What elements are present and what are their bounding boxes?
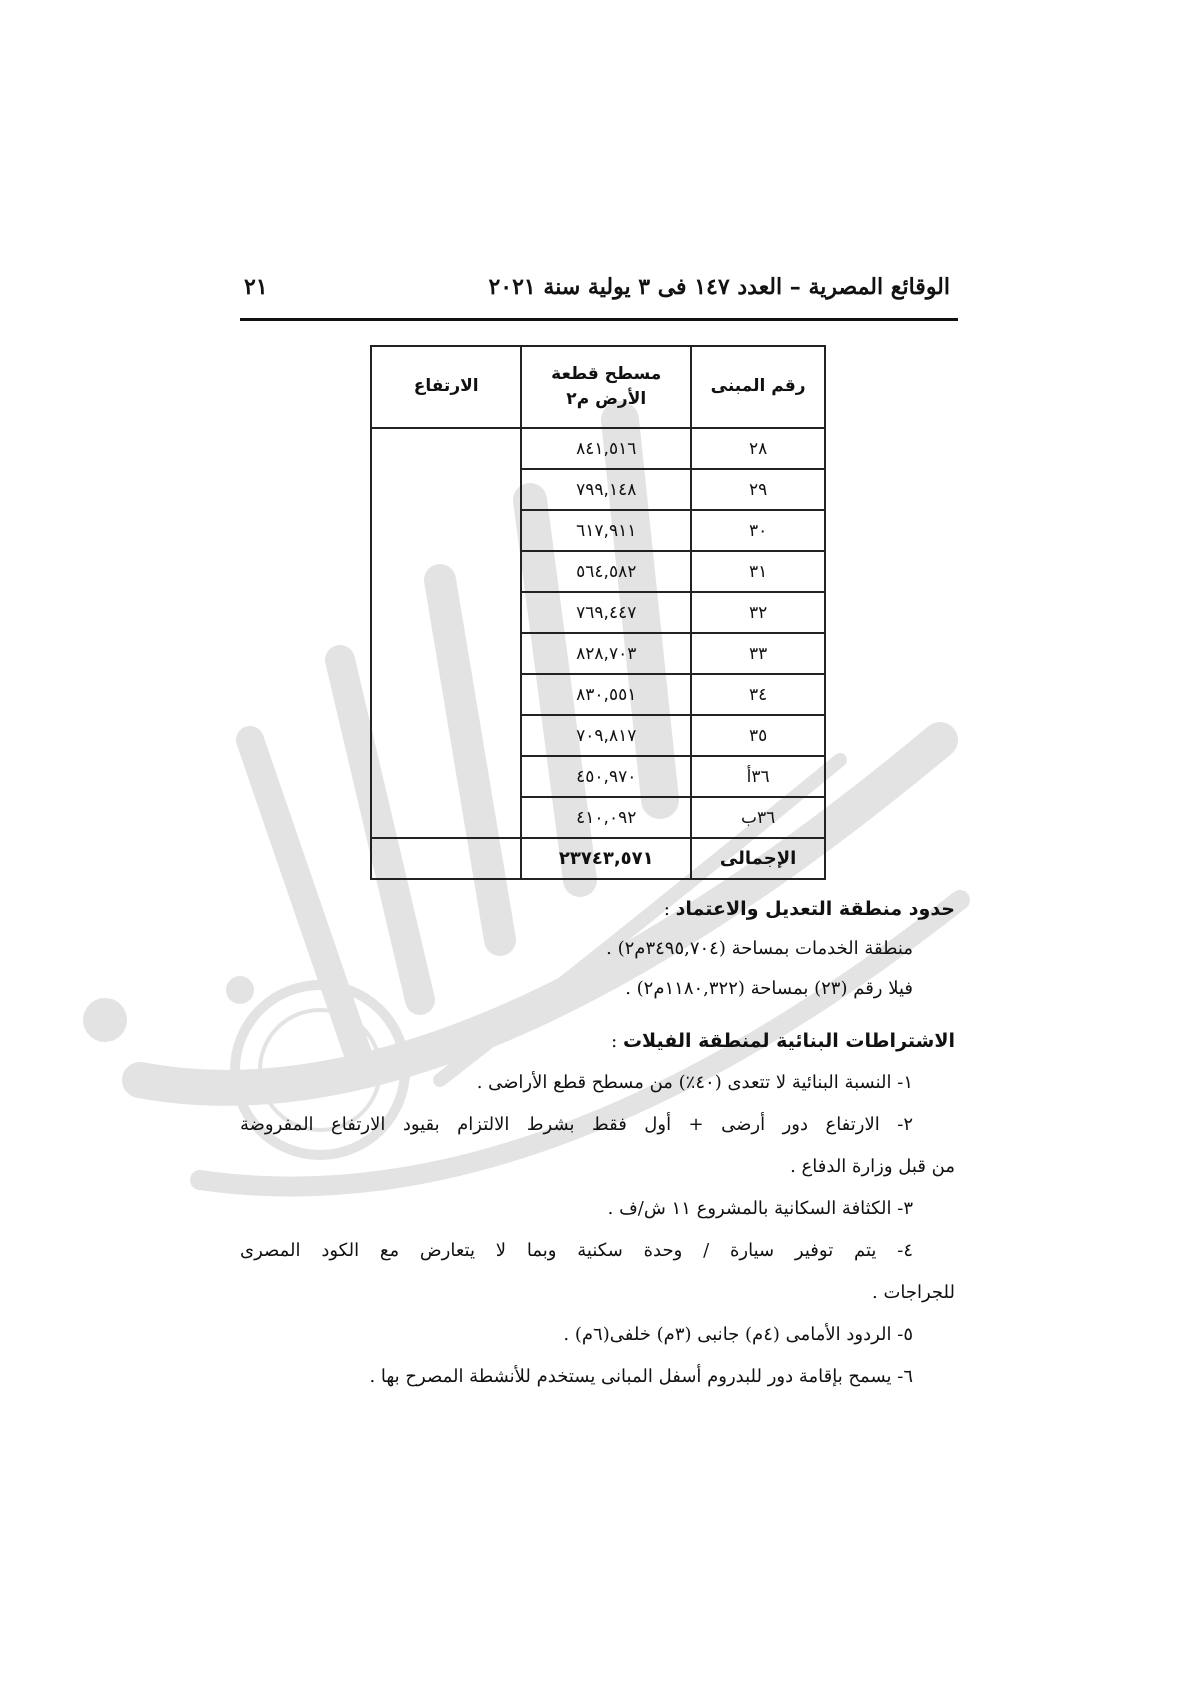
building-number-cell: ٣٦ب xyxy=(691,797,825,838)
building-number-cell: ٣٢ xyxy=(691,592,825,633)
requirement-item-1: ١- النسبة البنائية لا تتعدى (٤٠٪) من مسطح قطع الأراضى . xyxy=(476,1072,913,1093)
building-number-cell: ٣٤ xyxy=(691,674,825,715)
land-area-cell: ٧٠٩,٨١٧ xyxy=(521,715,691,756)
building-number-cell: ٣٥ xyxy=(691,715,825,756)
total-height-cell xyxy=(371,838,521,879)
page-number: ٢١ xyxy=(244,274,268,300)
services-zone-line: منطقة الخدمات بمساحة (٣٤٩٥,٧٠٤م٢) . xyxy=(606,938,913,959)
table-total-row xyxy=(371,838,825,879)
requirement-item-4: ٤- يتم توفير سيارة / وحدة سكنية وبما لا يتعارض مع الكود المصرى xyxy=(240,1240,913,1261)
header-land-area-line2: الأرض م٢ xyxy=(566,389,647,409)
header-rule xyxy=(240,318,958,321)
total-label-cell: الإجمالى xyxy=(691,838,825,879)
building-number-cell: ٣١ xyxy=(691,551,825,592)
page-header xyxy=(240,270,958,324)
table-row xyxy=(371,428,825,469)
plots-table-container xyxy=(370,345,826,880)
building-number-cell: ٢٨ xyxy=(691,428,825,469)
section-building-requirements xyxy=(240,1030,955,1390)
land-area-cell: ٨٢٨,٧٠٣ xyxy=(521,633,691,674)
header-land-area xyxy=(521,346,691,428)
height-cell xyxy=(371,428,521,838)
land-area-cell: ٦١٧,٩١١ xyxy=(521,510,691,551)
total-area-cell: ٢٣٧٤٣,٥٧١ xyxy=(521,838,691,879)
land-area-cell: ٨٣٠,٥٥١ xyxy=(521,674,691,715)
section-heading-text: الاشتراطات البنائية لمنطقة الفيلات xyxy=(622,1030,955,1052)
building-number-cell: ٣٦أ xyxy=(691,756,825,797)
building-number-cell: ٣٠ xyxy=(691,510,825,551)
land-area-cell: ٧٩٩,١٤٨ xyxy=(521,469,691,510)
section-heading-text: حدود منطقة التعديل والاعتماد xyxy=(675,898,955,920)
section-heading-colon: : xyxy=(611,1031,618,1052)
requirement-item-2: ٢- الارتفاع دور أرضى + أول فقط بشرط الالتزام بقيود الارتفاع المفروضة xyxy=(240,1114,913,1135)
section-heading-amendment xyxy=(664,898,955,920)
land-area-cell: ٨٤١,٥١٦ xyxy=(521,428,691,469)
requirement-item-5: ٥- الردود الأمامى (٤م) جانبى (٣م) خلفى(٦م) . xyxy=(563,1324,913,1345)
table-header-row xyxy=(371,346,825,428)
gazette-title: الوقائع المصرية – العدد ١٤٧ فى ٣ يولية سنة ٢٠٢١ xyxy=(488,274,950,300)
requirement-item-6: ٦- يسمح بإقامة دور للبدروم أسفل المبانى يستخدم للأنشطة المصرح بها . xyxy=(369,1366,913,1387)
plots-table xyxy=(370,345,826,880)
header-height: الارتفاع xyxy=(371,346,521,428)
land-area-cell: ٤٥٠,٩٧٠ xyxy=(521,756,691,797)
header-land-area-line1: مسطح قطعة xyxy=(551,363,662,384)
land-area-cell: ٤١٠,٠٩٢ xyxy=(521,797,691,838)
land-area-cell: ٥٦٤,٥٨٢ xyxy=(521,551,691,592)
section-heading-requirements xyxy=(611,1030,955,1052)
section-heading-colon: : xyxy=(663,899,670,920)
building-number-cell: ٣٣ xyxy=(691,633,825,674)
section-amendment-boundaries xyxy=(240,898,955,1018)
land-area-cell: ٧٦٩,٤٤٧ xyxy=(521,592,691,633)
requirement-item-2-cont: من قبل وزارة الدفاع . xyxy=(790,1156,955,1177)
requirement-item-3: ٣- الكثافة السكانية بالمشروع ١١ ش/ف . xyxy=(607,1198,913,1219)
header-building-number: رقم المبنى xyxy=(691,346,825,428)
building-number-cell: ٢٩ xyxy=(691,469,825,510)
villa-23-line: فيلا رقم (٢٣) بمساحة (١١٨٠,٣٢٢م٢) . xyxy=(625,978,913,999)
requirement-item-4-cont: للجراجات . xyxy=(872,1282,955,1303)
